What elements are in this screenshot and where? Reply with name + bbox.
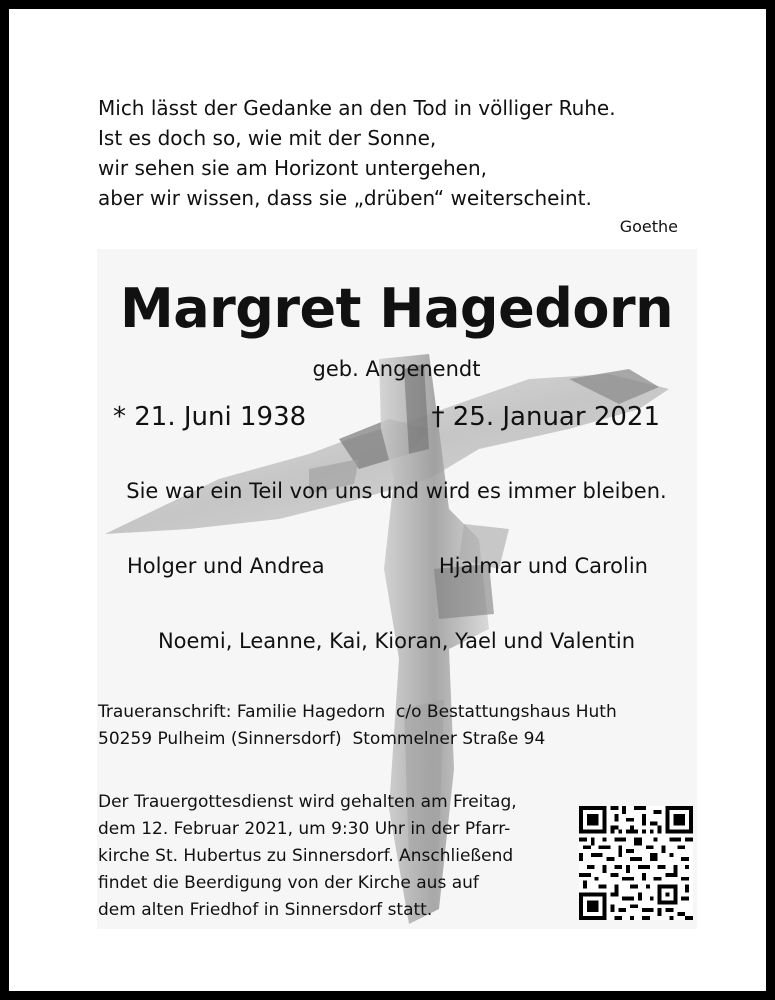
death-date: † 25. Januar 2021 (431, 402, 660, 432)
family-left: Holger und Andrea (127, 554, 325, 578)
quote-block (98, 93, 616, 213)
service-info (98, 789, 517, 924)
maiden-name: geb. Angenendt (312, 357, 481, 381)
service-line: dem 12. Februar 2021, um 9:30 Uhr in der Pfarr- (98, 819, 511, 839)
service-line: findet die Beerdigung von der Kirche aus auf (98, 873, 479, 893)
deceased-name: Margret Hagedorn (119, 277, 674, 340)
family-right: Hjalmar und Carolin (438, 554, 648, 578)
service-line: kirche St. Hubertus zu Sinnersdorf. Anschließend (98, 846, 514, 866)
quote-line: Mich lässt der Gedanke an den Tod in völliger Ruhe. (98, 96, 616, 120)
quote-line: wir sehen sie am Horizont untergehen, (98, 156, 488, 180)
mourning-address (98, 699, 617, 753)
memorial-motto: Sie war ein Teil von uns und wird es immer bleiben. (126, 479, 667, 503)
birth-date: * 21. Juni 1938 (113, 402, 307, 432)
service-line: Der Trauergottesdienst wird gehalten am Freitag, (98, 792, 517, 812)
quote-line: Ist es doch so, wie mit der Sonne, (98, 126, 437, 150)
address-line: 50259 Pulheim (Sinnersdorf) Stommelner Straße 94 (98, 729, 546, 749)
quote-line: aber wir wissen, dass sie „drüben“ weiterscheint. (98, 186, 592, 210)
service-line: dem alten Friedhof in Sinnersdorf statt. (98, 900, 433, 920)
grandchildren: Noemi, Leanne, Kai, Kioran, Yael und Valentin (157, 629, 636, 653)
address-line: Traueranschrift: Familie Hagedorn c/o Bestattungshaus Huth (98, 702, 617, 722)
quote-author: Goethe (619, 217, 678, 236)
qr-code-icon[interactable] (579, 806, 693, 920)
